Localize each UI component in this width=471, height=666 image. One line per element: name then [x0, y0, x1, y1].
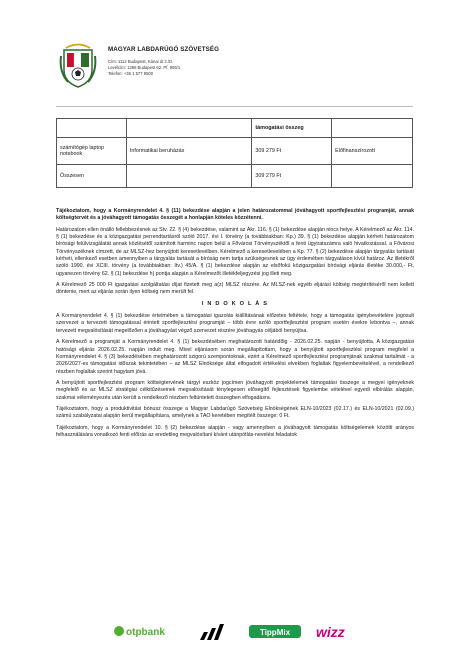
document-body: [56, 208, 414, 443]
header-divider: [56, 106, 413, 107]
fee-paragraph: A Kérelmező 25 000 Ft igazgatási szolgáltatási díjat fizetett meg a(z) MLSZ részére. Az MLSZ-nek egyéb eljárási költség megtérítéséről nem kellett döntenie, mert az eljárás során ilyen költség nem merült fel.: [56, 282, 414, 296]
total-row: [57, 165, 413, 188]
reasoning-heading: I N D O K O L Á S: [201, 300, 269, 307]
sponsor-strip: [112, 620, 362, 642]
phone-line: Telefon: +36 1 577 9500: [108, 71, 154, 76]
wizz-logo: [314, 620, 360, 642]
reasoning-paragraph-3: A benyújtott sportfejlesztési program költségtervének tárgyi eszköz jogcímen jóváhagyott projektelemek támogatási összege a megyei igényeknek megfelelő és az MLSZ stratégiai célkitűzéseinek megvalósítását ténylegesen elősegítő fejlesztések figyelembe vételével egyedi elbírálás alapján, szakmai véleményezés után került a rendelkező részben feltüntetett összegben elfogadásra.: [56, 379, 414, 401]
intro-paragraph: Tájékoztatom, hogy a Kormányrendelet 4. § (11) bekezdése alapján a jelen határozatommal jóváhagyott sportfejlesztési programját, annak költségtervét és a jóváhagyott támogatás összegét a honlapján köteles közzétenni.: [56, 208, 414, 222]
table-row: [57, 138, 413, 165]
appeal-paragraph: Határozatom ellen önálló fellebbezésnek az Stv. 22. § (4) bekezdése, valamint az Ákr. 116. § (1) bekezdése alapján nincs helye. A Kérelmező az Ákr. 114. § (1) bekezdése és a közigazgatási perrendtartásról szóló 2017. évi I. törvény (a továbbiakban: Kp.) 39. § (1) bekezdése alapján kérheti határozatom bírósági felülvizsgálatát annak közlésétől számított harminc napon belül a Fővárosi Törvényszéktől a fenti ügyiratszámra való hivatkozással, a Fővárosi Törvényszéknek címzett, de az MLSZ-hez benyújtott keresetlevélben. Kérelmező a keresetlevelében a Kp. 77. § (2) bekezdése alapján tárgyalás tartását kérheti, ellenkező esetben amennyiben a tárgyalás tartását a bíróság nem tartja szükségesnek az ügy érdemében tárgyaláson kívül határoz. Az illetékről szóló 1990. évi XCIII. törvény (a továbbiakban: Itv.) 45/A. § (1) bekezdése alapján az elsőfokú közigazgatási bírósági eljárás illetéke 30.000,- Ft, ugyanezen törvény 62. § (1) bekezdése h) pontja alapján a Kérelmezőt illetékfeljegyzési jog illeti meg.: [56, 226, 414, 277]
address-line: Cím: 1112 Budapest, Kánai út 2./D.: [108, 59, 174, 64]
reasoning-paragraph-2: A Kérelmező a programját a Kormányrendelet 4. § (1) bekezdésében meghatározott határidőig - 2026.02.25. napján - benyújtotta. A közigazgatási hatósági eljárás 2026.02.25. napján indult meg. Mivel eljárásom során megállapítottam, hogy a benyújtott sportfejlesztési program megfelel a Kormányrendelet 4. § (3) bekezdésében meghatározott szigorú szempontoknak, ezért a Kérelmező sportfejlesztési programjának szakmai tartalmát - a 2026/2027-es támogatási időszak tekintetében – az MLSZ Elnöksége által elfogadott értékelési elvekben foglaltak figyelembevételével, a rendelkező részben foglaltak szerint hagytam jóvá.: [56, 339, 414, 375]
tippmix-logo: [248, 620, 302, 642]
col-header-amount: támogatási összeg: [252, 119, 332, 138]
tippmix-wordmark: TippMix: [259, 628, 291, 637]
wizz-wordmark: wizz: [316, 624, 345, 640]
reasoning-paragraph-1: A Kormányrendelet 4. § (1) bekezdése értelmében a támogatási igazolás kiállításának előzetes feltétele, hogy a támogatás igénybevételére jogosult szervezet a tervezett támogatással érintett sportfejlesztési programját – több évre szóló sportfejlesztési program esetén évekre lebontva –, annak tervezett megvalósítását megelőzően a jóváhagyást végző szervezet részére jóváhagyás céljából benyújtsa.: [56, 313, 414, 334]
item-names: számítógép laptop notebook: [57, 138, 127, 165]
mlsz-crest-logo: [58, 42, 98, 88]
adidas-logo: [196, 620, 226, 642]
total-amount: 309 279 Ft: [252, 165, 332, 188]
total-label: Összesen: [57, 165, 127, 188]
otpbank-wordmark: otpbank: [126, 627, 165, 638]
table-header-row: [57, 119, 413, 138]
org-name: MAGYAR LABDARÚGÓ SZÖVETSÉG: [108, 46, 220, 53]
letterhead: [58, 42, 438, 102]
funding-table: [56, 118, 413, 188]
otpbank-logo: [112, 620, 172, 642]
item-category: Informatikai beruházás: [126, 138, 252, 165]
item-amount: 309 279 Ft: [252, 138, 332, 165]
reasoning-paragraph-4: Tájékoztatom, hogy a produktivitási bónusz összege a Magyar Labdarúgó Szövetség Elnökségének ELN-10/2023 (02.17.) és ELN-10/2021 (02.09.) számú szabályzatai alapján kerül megállapításra, amelynek a TAO keretében megítélt összege: 0 Ft.: [56, 405, 414, 420]
postal-line: Levélcím: 1386 Budapest 62. Pf. 906/1: [108, 65, 181, 70]
reasoning-paragraph-5: Tájékoztatom, hogy a Kormányrendelet 10. § (2) bekezdése alapján - vagy amennyiben a jóváhagyott támogatás költségelemek közötti arányos felhasználására vonatkozó fenti előírás az eredetileg megvalósítani kívánt utánpótlás-nevelési feladatok: [56, 424, 414, 438]
item-status: Előfinanszírozott: [332, 138, 413, 165]
